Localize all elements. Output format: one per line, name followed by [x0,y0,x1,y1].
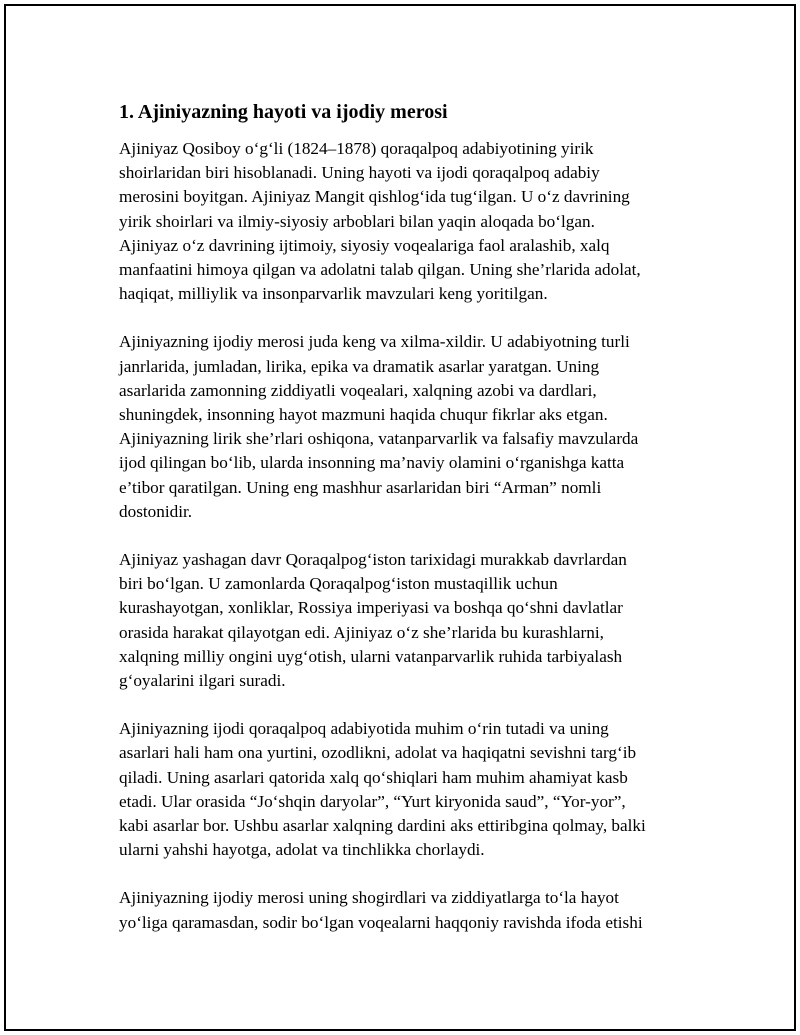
document-body [119,99,699,959]
text-line: Ajiniyaz o‘z davrining ijtimoiy, siyosiy voqealariga faol aralashib, xalq [119,235,610,255]
text-line: shuningdek, insonning hayot mazmuni haqida chuqur fikrlar aks etgan. [119,405,608,425]
text-line: manfaatini himoya qilgan va adolatni talab qilgan. Uning she’rlarida adolat, [119,260,641,280]
text-line: shoirlaridan biri hisoblanadi. Uning hayoti va ijodi qoraqalpoq adabiy [119,163,600,183]
text-line: dostonidir. [119,501,193,521]
text-line: Ajiniyaz Qosiboy o‘g‘li (1824–1878) qoraqalpoq adabiyotining yirik [119,139,594,158]
paragraph [119,548,699,693]
text-line: ularni yahshi hayotga, adolat va tinchlikka chorlaydi. [119,840,485,860]
text-line: merosini boyitgan. Ajiniyaz Mangit qishlog‘ida tug‘ilgan. U o‘z davrining [119,187,630,207]
text-line: asarlari hali ham ona yurtini, ozodlikni, adolat va haqiqatni sevishni targ‘ib [119,743,637,763]
text-line: g‘oyalarini ilgari suradi. [119,671,286,691]
section-title: 1. Ajiniyazning hayoti va ijodiy merosi [119,101,448,123]
text-line: xalqning milliy ongini uyg‘otish, ularni vatanparvarlik ruhida tarbiyalash [119,646,623,666]
document-page [4,4,796,1031]
text-line: janrlarida, jumladan, lirika, epika va dramatik asarlar yaratgan. Uning [119,356,600,376]
text-line: qiladi. Uning asarlari qatorida xalq qo‘shiqlari ham muhim ahamiyat kasb [119,767,628,787]
text-line: Ajiniyazning ijodiy merosi juda keng va xilma-xildir. U adabiyotning turli [119,332,630,352]
text-line: yirik shoirlari va ilmiy-siyosiy arboblari bilan yaqin aloqada bo‘lgan. [119,211,595,231]
text-line: asarlarida zamonning ziddiyatli voqealari, xalqning azobi va dardlari, [119,380,597,400]
text-line: orasida harakat qilayotgan edi. Ajiniyaz o‘z she’rlarida bu kurashlarni, [119,622,604,642]
paragraph-list [119,137,699,935]
text-line: Ajiniyazning lirik she’rlari oshiqona, vatanparvarlik va falsafiy mavzularda [119,429,639,449]
text-line: yo‘liga qaramasdan, sodir bo‘lgan voqealarni haqqoniy ravishda ifoda etishi [119,912,643,932]
paragraph [119,137,699,306]
text-line: etadi. Ular orasida “Jo‘shqin daryolar”, “Yurt kiryonida saud”, “Yor-yor”, [119,791,626,811]
text-line: Ajiniyaz yashagan davr Qoraqalpog‘iston tarixidagi murakkab davrlardan [119,550,627,570]
text-line: haqiqat, milliylik va insonparvarlik mavzulari keng yoritilgan. [119,284,548,304]
paragraph [119,886,699,934]
text-line: biri bo‘lgan. U zamonlarda Qoraqalpog‘iston mustaqillik uchun [119,574,558,594]
paragraph [119,717,699,862]
text-line: Ajiniyazning ijodiy merosi uning shogirdlari va ziddiyatlarga to‘la hayot [119,888,619,908]
text-line: e’tibor qaratilgan. Uning eng mashhur asarlaridan biri “Arman” nomli [119,477,602,497]
text-line: Ajiniyazning ijodi qoraqalpoq adabiyotida muhim o‘rin tutadi va uning [119,719,609,739]
paragraph [119,330,699,524]
text-line: kurashayotgan, xonliklar, Rossiya imperiyasi va boshqa qo‘shni davlatlar [119,598,623,618]
text-line: ijod qilingan bo‘lib, ularda insonning ma’naviy olamini o‘rganishga katta [119,453,625,473]
text-line: kabi asarlar bor. Ushbu asarlar xalqning dardini aks ettiribgina qolmay, balki [119,816,646,836]
